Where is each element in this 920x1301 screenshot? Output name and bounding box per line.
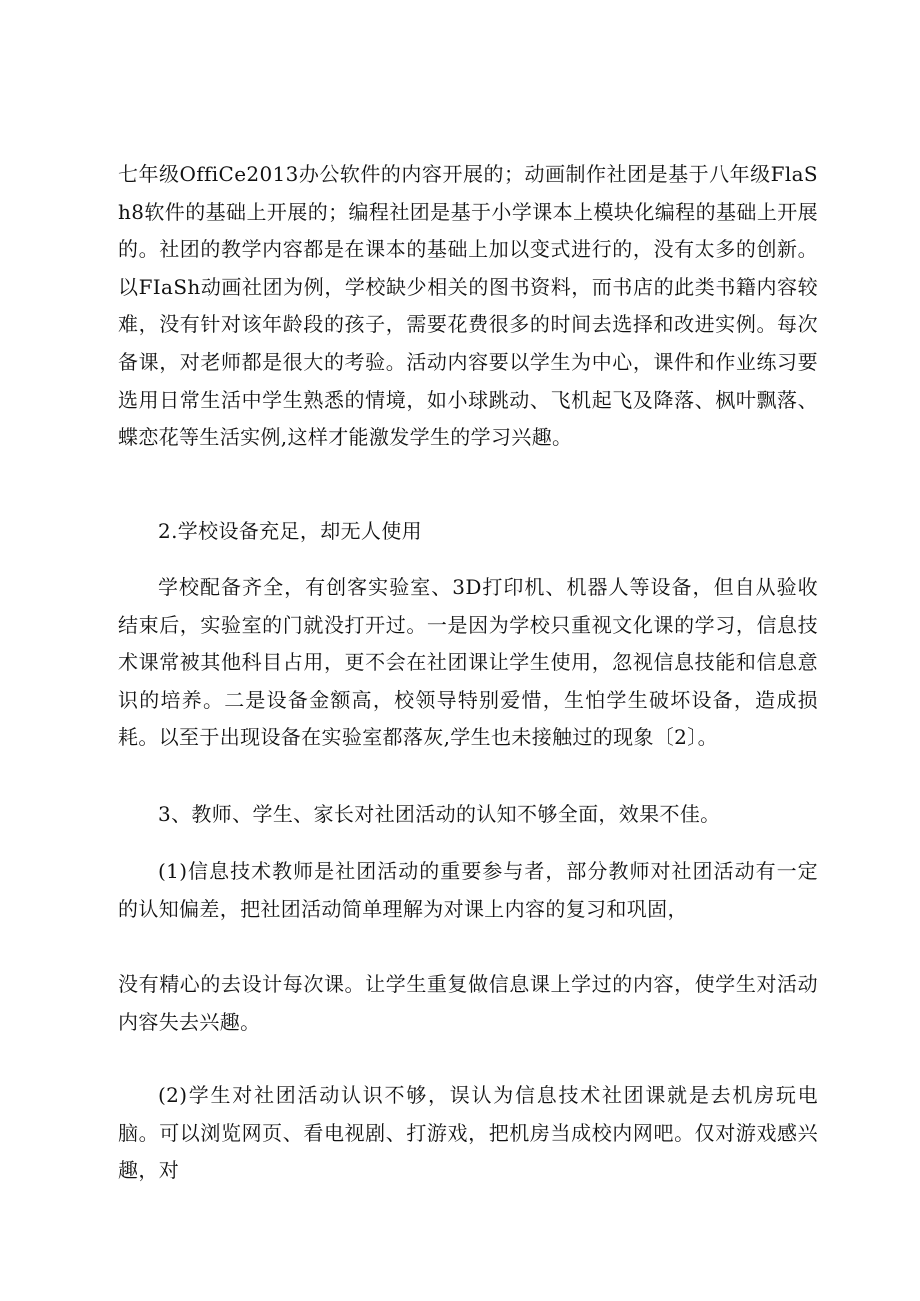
body-paragraph-student-cognition: (2)学生对社团活动认识不够，误认为信息技术社团课就是去机房玩电脑。可以浏览网页、看电视剧、打游戏，把机房当成校内网吧。仅对游戏感兴趣，对 xyxy=(118,1083,818,1183)
body-paragraph-course-content: 七年级OffiCe2013办公软件的内容开展的；动画制作社团是基于八年级FlaSh8软件的基础上开展的；编程社团是基于小学课本上模块化编程的基础上开展的。社团的教学内容都是在课本的基础上加以变式进行的，没有太多的创新。以FIaSh动画社团为例，学校缺少相关的图书资料，而书店的此类书籍内容较难，没有针对该年龄段的孩子，需要花费很多的时间去选择和改进实例。每次备课，对老师都是很大的考验。活动内容要以学生为中心，课件和作业练习要选用日常生活中学生熟悉的情境，如小球跳动、飞机起飞及降落、枫叶飘落、蝶恋花等生活实例,这样才能激发学生的学习兴趣。 xyxy=(118,162,818,450)
body-paragraph-teacher-cognition-continued: 没有精心的去设计每次课。让学生重复做信息课上学过的内容，使学生对活动内容失去兴趣。 xyxy=(118,972,818,1034)
body-paragraph-equipment: 学校配备齐全，有创客实验室、3D打印机、机器人等设备，但自从验收结束后，实验室的门就没打开过。一是因为学校只重视文化课的学习，信息技术课常被其他科目占用，更不会在社团课让学生使用，忽视信息技能和信息意识的培养。二是设备金额高，校领导特别爱惜，生怕学生破坏设备，造成损耗。以至于出现设备在实验室都落灰,学生也未接触过的现象〔2〕。 xyxy=(118,575,818,750)
section-heading-equipment: 2.学校设备充足，却无人使用 xyxy=(158,519,422,543)
section-heading-cognition: 3、教师、学生、家长对社团活动的认知不够全面，效果不佳。 xyxy=(158,802,721,826)
body-paragraph-teacher-cognition: (1)信息技术教师是社团活动的重要参与者，部分教师对社团活动有一定的认知偏差，把社团活动简单理解为对课上内容的复习和巩固， xyxy=(118,859,818,921)
